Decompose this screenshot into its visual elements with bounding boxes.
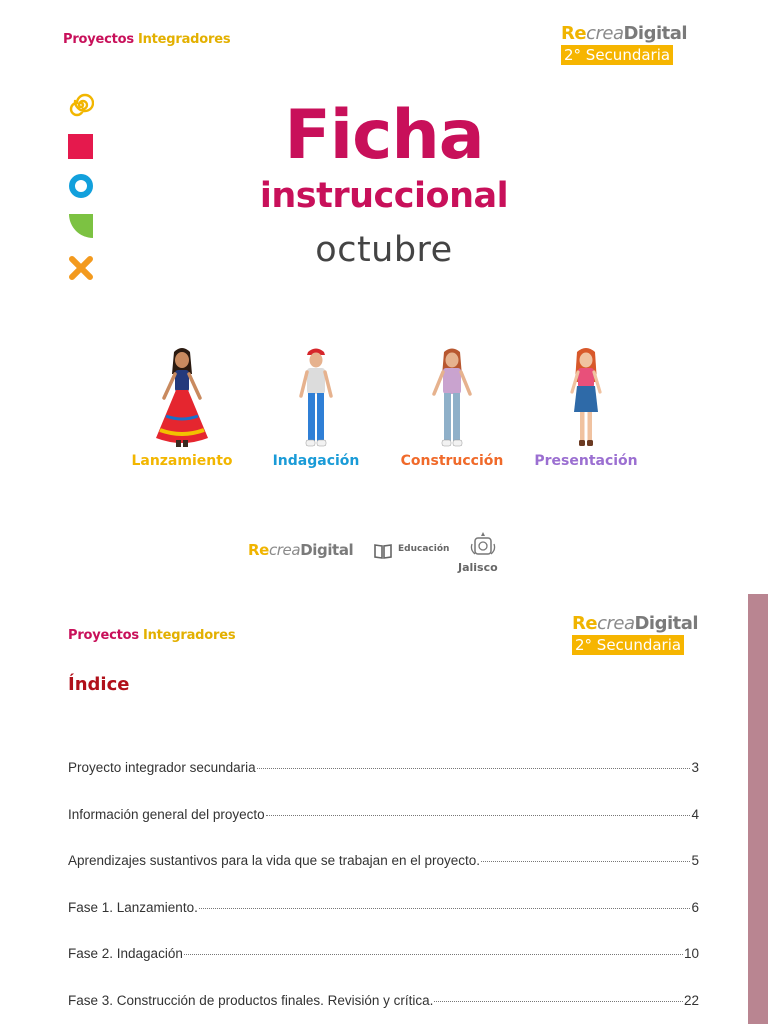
toc-entry[interactable]	[68, 993, 699, 1024]
table-of-contents	[68, 760, 699, 1024]
phase-label-lanzamiento: Lanzamiento	[131, 453, 233, 469]
recrea-digital-logo	[561, 24, 687, 65]
brand-word-integradores: Integradores	[137, 32, 231, 47]
cover-title: Ficha	[284, 96, 484, 175]
toc-entry-page: 22	[683, 992, 699, 1008]
cover-month: octubre	[315, 230, 453, 270]
logo-digital: Digital	[623, 23, 688, 44]
brand-proyectos-integradores-p2	[68, 628, 235, 643]
footer-logo-crea: crea	[268, 541, 301, 559]
toc-entry[interactable]	[68, 760, 699, 807]
character-presentacion	[566, 346, 606, 450]
index-title: Índice	[68, 674, 130, 695]
logo-re: Re	[561, 23, 587, 44]
cover-subtitle: instruccional	[259, 176, 509, 216]
toc-entry-label: Fase 1. Lanzamiento.	[68, 899, 198, 915]
footer-logos	[248, 530, 518, 580]
toc-entry-label: Fase 3. Construcción de productos finales. Revisión y crítica.	[68, 992, 434, 1008]
toc-entry-page: 6	[691, 899, 699, 915]
grade-badge-p2: 2° Secundaria	[572, 635, 684, 655]
toc-leader-dots	[184, 954, 683, 955]
logo-re-p2: Re	[572, 613, 598, 634]
book-icon	[374, 543, 392, 559]
character-construccion	[430, 346, 474, 450]
grade-badge: 2° Secundaria	[561, 45, 673, 65]
brand-word-proyectos: Proyectos	[63, 32, 134, 47]
toc-leader-dots	[199, 908, 691, 909]
footer-logo-digital: Digital	[300, 541, 354, 559]
jalisco-seal-icon	[470, 530, 496, 558]
logo-crea: crea	[586, 23, 624, 44]
footer-recrea-logo	[248, 541, 353, 559]
footer-educacion: Educación	[398, 544, 450, 554]
toc-entry-label: Proyecto integrador secundaria	[68, 760, 256, 775]
brand-word-proyectos-p2: Proyectos	[68, 628, 139, 643]
character-indagacion	[296, 346, 336, 450]
toc-entry-page: 10	[683, 946, 699, 961]
toc-entry[interactable]	[68, 900, 699, 947]
toc-entry-page: 4	[691, 806, 699, 822]
toc-entry-label: Fase 2. Indagación	[68, 946, 183, 961]
logo-crea-p2: crea	[597, 613, 635, 634]
brand-proyectos-integradores	[63, 32, 230, 47]
toc-entry-label: Información general del proyecto	[68, 806, 265, 822]
footer-logo-re: Re	[248, 541, 269, 559]
toc-leader-dots	[434, 1001, 683, 1002]
toc-leader-dots	[257, 768, 691, 769]
phase-label-presentacion: Presentación	[534, 453, 638, 469]
phase-label-indagacion: Indagación	[272, 453, 360, 469]
phase-label-construccion: Construcción	[400, 453, 504, 469]
toc-entry[interactable]	[68, 946, 699, 993]
recrea-digital-logo-p2	[572, 614, 698, 655]
toc-entry[interactable]	[68, 853, 699, 900]
toc-entry[interactable]	[68, 807, 699, 854]
side-strip	[748, 594, 768, 1024]
footer-jalisco: Jalisco	[458, 561, 498, 574]
toc-leader-dots	[266, 815, 691, 816]
toc-leader-dots	[481, 861, 690, 862]
toc-entry-page: 5	[691, 853, 699, 868]
logo-digital-p2: Digital	[634, 613, 699, 634]
character-lanzamiento	[152, 346, 212, 450]
toc-entry-label: Aprendizajes sustantivos para la vida que se trabajan en el proyecto.	[68, 853, 481, 868]
brand-word-integradores-p2: Integradores	[142, 628, 236, 643]
toc-entry-page: 3	[691, 760, 699, 775]
